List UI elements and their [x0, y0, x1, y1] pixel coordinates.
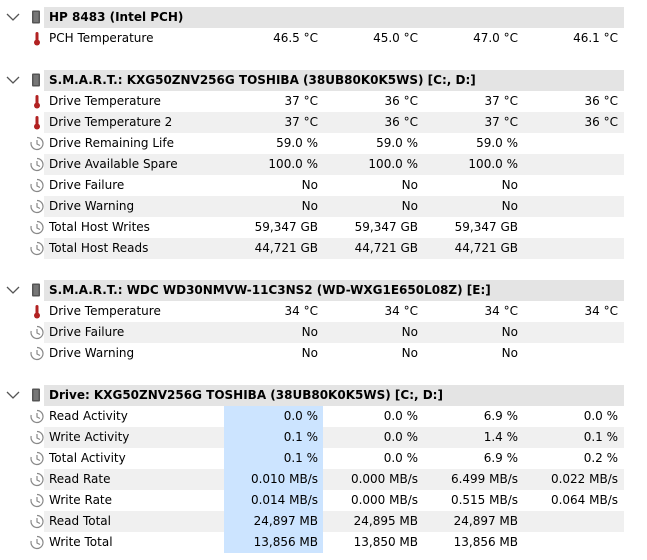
sensor-label: Drive Warning [49, 199, 135, 213]
sensor-value: 34 °C [484, 304, 518, 318]
thermometer-icon [30, 94, 44, 109]
sensor-value: No [401, 346, 418, 360]
sensor-value: 0.022 MB/s [550, 472, 618, 486]
sensor-value: 46.1 °C [573, 31, 618, 45]
chevron-down-icon[interactable] [6, 74, 20, 86]
sensor-row[interactable] [0, 175, 647, 196]
sensor-label: Drive Warning [49, 346, 135, 360]
sensor-label: Drive Failure [49, 178, 125, 192]
sensor-row[interactable] [0, 322, 647, 343]
group-header[interactable] [0, 280, 647, 301]
sensor-value: 59,347 GB [354, 220, 418, 234]
sensor-value: 0.010 MB/s [250, 472, 318, 486]
sensor-value: 100.0 % [268, 157, 318, 171]
sensor-value: No [401, 199, 418, 213]
sensor-label: Drive Temperature 2 [49, 115, 173, 129]
sensor-value: 44,721 GB [354, 241, 418, 255]
clock-icon [30, 514, 44, 529]
sensor-row[interactable] [0, 343, 647, 364]
sensor-value: 0.1 % [283, 451, 318, 465]
sensor-value: 0.2 % [583, 451, 618, 465]
group-header[interactable] [0, 7, 647, 28]
sensor-label: Drive Available Spare [49, 157, 178, 171]
sensor-value: 0.0 % [583, 409, 618, 423]
sensor-row[interactable] [0, 133, 647, 154]
clock-icon [30, 178, 44, 193]
clock-icon [30, 325, 44, 340]
sensor-value: 1.4 % [483, 430, 518, 444]
sensor-value: No [301, 325, 318, 339]
sensor-value: 36 °C [584, 94, 618, 108]
sensor-value: 0.1 % [583, 430, 618, 444]
sensor-label: Drive Remaining Life [49, 136, 174, 150]
sensor-value: 6.9 % [483, 451, 518, 465]
sensor-row[interactable] [0, 427, 647, 448]
sensor-value: 100.0 % [468, 157, 518, 171]
sensor-value: No [301, 199, 318, 213]
sensor-value: 36 °C [584, 115, 618, 129]
sensor-value: 0.0 % [383, 430, 418, 444]
sensor-value: 59.0 % [376, 136, 418, 150]
sensor-value: 0.515 MB/s [450, 493, 518, 507]
sensor-value: 34 °C [584, 304, 618, 318]
sensor-value: No [501, 178, 518, 192]
thermometer-icon [30, 304, 44, 319]
sensor-value: 6.9 % [483, 409, 518, 423]
sensor-value: 59,347 GB [454, 220, 518, 234]
sensor-value: No [501, 346, 518, 360]
sensor-row[interactable] [0, 532, 647, 553]
sensor-value: 46.5 °C [273, 31, 318, 45]
sensor-value: No [501, 325, 518, 339]
sensor-label: Drive Temperature [49, 304, 161, 318]
thermometer-icon [30, 31, 44, 46]
sensor-label: Write Total [49, 535, 113, 549]
sensor-value: 44,721 GB [254, 241, 318, 255]
sensor-row[interactable] [0, 469, 647, 490]
clock-icon [30, 199, 44, 214]
chip-icon [31, 388, 41, 402]
clock-icon [30, 136, 44, 151]
sensor-value: 45.0 °C [373, 31, 418, 45]
sensor-label: Total Host Writes [49, 220, 150, 234]
sensor-row[interactable] [0, 217, 647, 238]
sensor-row[interactable] [0, 154, 647, 175]
sensor-value: 0.000 MB/s [350, 472, 418, 486]
sensor-row[interactable] [0, 406, 647, 427]
sensor-value: 0.014 MB/s [250, 493, 318, 507]
thermometer-icon [30, 115, 44, 130]
sensor-value: 37 °C [484, 94, 518, 108]
sensor-value: 13,856 MB [253, 535, 318, 549]
sensor-label: Read Total [49, 514, 111, 528]
sensor-row[interactable] [0, 28, 647, 49]
clock-icon [30, 430, 44, 445]
sensor-row[interactable] [0, 511, 647, 532]
sensor-label: PCH Temperature [49, 31, 154, 45]
clock-icon [30, 451, 44, 466]
sensor-label: Read Rate [49, 472, 111, 486]
sensor-label: Write Rate [49, 493, 113, 507]
clock-icon [30, 157, 44, 172]
sensor-value: 36 °C [384, 115, 418, 129]
sensor-label: Total Activity [49, 451, 126, 465]
chip-icon [31, 10, 41, 24]
group-title: S.M.A.R.T.: KXG50ZNV256G TOSHIBA (38UB80K0K5WS) [C:, D:] [49, 73, 476, 87]
clock-icon [30, 409, 44, 424]
sensor-value: 47.0 °C [473, 31, 518, 45]
clock-icon [30, 472, 44, 487]
chevron-down-icon[interactable] [6, 284, 20, 296]
sensor-value: 37 °C [284, 115, 318, 129]
clock-icon [30, 346, 44, 361]
sensor-row[interactable] [0, 112, 647, 133]
sensor-label: Drive Failure [49, 325, 125, 339]
sensor-row[interactable] [0, 448, 647, 469]
clock-icon [30, 220, 44, 235]
sensor-row[interactable] [0, 301, 647, 322]
sensor-value: 59.0 % [476, 136, 518, 150]
sensor-value: 6.499 MB/s [450, 472, 518, 486]
sensor-value: No [401, 178, 418, 192]
sensor-value: No [401, 325, 418, 339]
group-title: Drive: KXG50ZNV256G TOSHIBA (38UB80K0K5WS) [C:, D:] [49, 388, 443, 402]
sensor-label: Read Activity [49, 409, 128, 423]
sensor-value: 24,897 MB [453, 514, 518, 528]
sensor-value: 0.000 MB/s [350, 493, 418, 507]
sensor-value: 0.0 % [383, 451, 418, 465]
chip-icon [31, 73, 41, 87]
sensor-value: 37 °C [284, 94, 318, 108]
group-title: HP 8483 (Intel PCH) [49, 10, 184, 24]
clock-icon [30, 241, 44, 256]
sensor-value: 44,721 GB [454, 241, 518, 255]
group-title: S.M.A.R.T.: WDC WD30NMVW-11C3NS2 (WD-WXG1E650L08Z) [E:] [49, 283, 491, 297]
sensor-row[interactable] [0, 490, 647, 511]
sensor-value: 13,856 MB [453, 535, 518, 549]
sensor-row[interactable] [0, 196, 647, 217]
chevron-down-icon[interactable] [6, 11, 20, 23]
sensor-value: 24,897 MB [253, 514, 318, 528]
sensor-value: 36 °C [384, 94, 418, 108]
sensor-value: 13,850 MB [353, 535, 418, 549]
sensor-value: 37 °C [484, 115, 518, 129]
group-header[interactable] [0, 385, 647, 406]
sensor-value: 24,895 MB [353, 514, 418, 528]
sensor-value: 0.0 % [383, 409, 418, 423]
sensor-value: 100.0 % [368, 157, 418, 171]
sensor-value: 59,347 GB [254, 220, 318, 234]
sensor-value: No [301, 346, 318, 360]
sensor-value: 59.0 % [276, 136, 318, 150]
clock-icon [30, 535, 44, 550]
sensor-value: 0.064 MB/s [550, 493, 618, 507]
sensor-value: 0.1 % [283, 430, 318, 444]
chevron-down-icon[interactable] [6, 389, 20, 401]
sensor-row[interactable] [0, 238, 647, 259]
sensor-label: Total Host Reads [49, 241, 149, 255]
sensor-row[interactable] [0, 91, 647, 112]
group-header[interactable] [0, 70, 647, 91]
clock-icon [30, 493, 44, 508]
sensor-label: Write Activity [49, 430, 130, 444]
chip-icon [31, 283, 41, 297]
sensor-value: No [301, 178, 318, 192]
sensor-value: 34 °C [384, 304, 418, 318]
sensor-value: No [501, 199, 518, 213]
sensor-value: 34 °C [284, 304, 318, 318]
sensor-value: 0.0 % [283, 409, 318, 423]
sensor-label: Drive Temperature [49, 94, 161, 108]
